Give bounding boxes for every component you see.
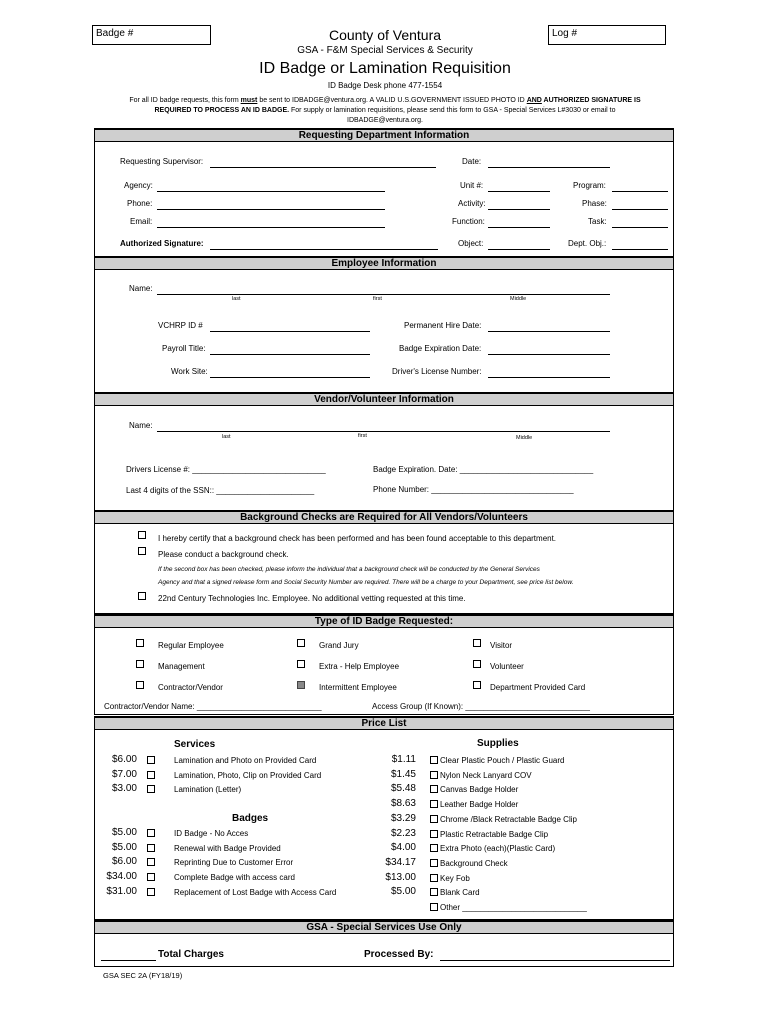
program-line[interactable]	[612, 191, 668, 192]
supply-item-price: $5.48	[390, 783, 416, 795]
supply-item-label: Leather Badge Holder	[440, 800, 519, 810]
vendor-name-field[interactable]: Contractor/Vendor Name: ____________________________	[104, 702, 322, 711]
supply-item-checkbox[interactable]	[430, 859, 438, 867]
service-item-label: Lamination (Letter)	[174, 785, 242, 795]
badge-desk-phone: ID Badge Desk phone 477-1554	[327, 81, 443, 90]
log-number-field[interactable]	[548, 25, 666, 45]
phone-label: Phone:	[127, 199, 153, 208]
supply-item-checkbox[interactable]	[430, 888, 438, 896]
hire-date-line[interactable]	[488, 331, 610, 332]
object-label: Object:	[458, 239, 484, 248]
access-group-field[interactable]: Access Group (If Known): ____________________________	[372, 702, 590, 711]
supply-item-label: Other ____________________________	[440, 903, 587, 912]
task-line[interactable]	[612, 227, 668, 228]
regular-employee-checkbox[interactable]	[136, 639, 144, 647]
volunteer-checkbox[interactable]	[473, 660, 481, 668]
badge-item-checkbox[interactable]	[147, 829, 155, 837]
supply-item-checkbox[interactable]	[430, 874, 438, 882]
supply-item-label: Chrome /Black Retractable Badge Clip	[440, 814, 577, 824]
activity-label: Activity:	[458, 199, 486, 208]
supply-item-price: $5.00	[390, 886, 416, 898]
phone-line[interactable]	[157, 209, 385, 210]
service-item-price: $6.00	[111, 754, 137, 765]
signature-label: Authorized Signature:	[120, 239, 204, 248]
badge-number-label: Badge #	[96, 28, 134, 39]
service-item-price: $7.00	[111, 768, 137, 780]
badge-item-checkbox[interactable]	[147, 888, 155, 896]
date-label: Date:	[462, 157, 482, 166]
visitor-checkbox[interactable]	[473, 639, 481, 647]
conduct-text: Please conduct a background check.	[158, 550, 289, 559]
vchrp-label: VCHRP ID #	[158, 321, 203, 330]
management-checkbox[interactable]	[136, 660, 144, 668]
employee-name-line[interactable]	[157, 294, 610, 295]
service-item-label: Lamination and Photo on Provided Card	[174, 756, 317, 765]
employee-last-caption: last	[232, 296, 241, 302]
badge-item-checkbox[interactable]	[147, 858, 155, 866]
signature-line[interactable]	[210, 249, 438, 250]
vendor-expiration-field[interactable]: Badge Expiration. Date: ______________________________	[373, 465, 594, 474]
email-line[interactable]	[157, 227, 385, 228]
grand-jury-checkbox[interactable]	[297, 639, 305, 647]
vendor-middle-caption: Middle	[516, 435, 533, 441]
worksite-line[interactable]	[210, 377, 370, 378]
phase-line[interactable]	[612, 209, 668, 210]
vendor-license-field[interactable]: Drivers License #: ______________________________	[126, 465, 326, 474]
function-label: Function:	[452, 217, 485, 226]
badge-item-price: $34.00	[106, 871, 137, 883]
expiration-label: Badge Expiration Date:	[399, 344, 482, 353]
supply-item-price: $1.45	[390, 768, 416, 780]
service-item-label: Lamination, Photo, Clip on Provided Card	[174, 770, 322, 780]
supervisor-label: Requesting Supervisor:	[120, 157, 204, 166]
object-line[interactable]	[488, 249, 550, 250]
supply-item-checkbox[interactable]	[430, 815, 438, 823]
function-line[interactable]	[488, 227, 550, 228]
badges-heading: Badges	[232, 813, 269, 824]
vendor-last-caption: last	[222, 434, 231, 440]
supplies-heading: Supplies	[477, 738, 519, 749]
dept-obj-label: Dept. Obj.:	[568, 239, 607, 248]
vchrp-line[interactable]	[210, 331, 370, 332]
badge-item-label: Reprinting Due to Customer Error	[174, 858, 294, 868]
date-line[interactable]	[488, 167, 610, 168]
intermittent-label: Intermittent Employee	[319, 683, 397, 692]
supply-item-label: Clear Plastic Pouch / Plastic Guard	[440, 756, 565, 765]
supply-item-checkbox[interactable]	[430, 800, 438, 808]
requesting-heading: Requesting Department Information	[94, 129, 674, 142]
services-heading: Services	[174, 739, 216, 750]
log-number-label: Log #	[552, 28, 578, 39]
service-item-checkbox[interactable]	[147, 771, 155, 779]
supply-item-price: $13.00	[385, 871, 416, 883]
regular-employee-label: Regular Employee	[158, 641, 224, 650]
service-item-price: $3.00	[111, 783, 137, 795]
supply-item-label: Plastic Retractable Badge Clip	[440, 829, 549, 839]
requesting-section	[94, 128, 674, 257]
supply-item-price: $8.63	[390, 798, 416, 810]
volunteer-label: Volunteer	[490, 662, 524, 671]
badge-type-heading: Type of ID Badge Requested:	[94, 615, 674, 628]
program-label: Program:	[573, 181, 606, 190]
employee-heading: Employee Information	[94, 257, 674, 270]
badge-item-price: $5.00	[111, 827, 137, 838]
processed-by-label: Processed By:	[364, 949, 434, 960]
task-label: Task:	[588, 217, 607, 226]
activity-line[interactable]	[488, 209, 550, 210]
price-list-heading: Price List	[94, 717, 674, 730]
contractor-label: Contractor/Vendor	[158, 683, 223, 692]
total-charges-label: Total Charges	[158, 949, 224, 960]
badge-item-label: Complete Badge with access card	[174, 873, 295, 883]
supply-item-checkbox[interactable]	[430, 844, 438, 852]
supply-item-checkbox[interactable]	[430, 903, 438, 911]
phase-label: Phase:	[582, 199, 607, 208]
certify-checkbox[interactable]	[138, 531, 146, 539]
payroll-label: Payroll Title:	[162, 344, 206, 353]
badge-item-checkbox[interactable]	[147, 873, 155, 881]
supply-item-price: $3.29	[390, 812, 416, 824]
supply-item-label: Key Fob	[440, 873, 470, 883]
badge-item-price: $6.00	[111, 856, 137, 868]
background-note-1: If the second box has been checked, please inform the individual that a background check will be conducted by the General Services	[158, 566, 540, 573]
hire-date-label: Permanent Hire Date:	[404, 321, 482, 330]
supply-item-price: $4.00	[390, 842, 416, 854]
certify-text: I hereby certify that a background check has been performed and has been found acceptable to this department.	[158, 534, 557, 543]
supply-item-price: $1.11	[391, 754, 416, 765]
supply-item-label: Background Check	[440, 858, 508, 868]
grand-jury-label: Grand Jury	[319, 641, 359, 650]
agency-label: Agency:	[124, 181, 153, 190]
visitor-label: Visitor	[490, 641, 513, 650]
extra-help-checkbox[interactable]	[297, 660, 305, 668]
vendor-phone-field[interactable]: Phone Number: ________________________________	[373, 485, 574, 494]
dept-obj-line[interactable]	[612, 249, 668, 250]
supply-item-label: Nylon Neck Lanyard COV	[440, 770, 532, 780]
supply-item-label: Blank Card	[440, 888, 480, 898]
employee-name-label: Name:	[129, 284, 153, 293]
unit-line[interactable]	[488, 191, 550, 192]
badge-item-label: Renewal with Badge Provided	[174, 843, 281, 853]
agency-line[interactable]	[157, 191, 385, 192]
supply-item-checkbox[interactable]	[430, 771, 438, 779]
license-label: Driver's License Number:	[392, 367, 482, 376]
supply-item-price: $34.17	[385, 856, 416, 868]
worksite-label: Work Site:	[171, 367, 208, 376]
intermittent-checkbox[interactable]	[297, 681, 305, 689]
badge-item-price: $5.00	[111, 841, 137, 853]
badge-item-price: $31.00	[106, 885, 137, 897]
badge-item-label: ID Badge - No Acces	[174, 829, 249, 838]
license-line[interactable]	[488, 377, 610, 378]
county-name: County of Ventura	[328, 27, 442, 43]
supply-item-label: Canvas Badge Holder	[440, 785, 519, 795]
expiration-line[interactable]	[488, 354, 610, 355]
email-label: Email:	[130, 217, 153, 226]
dept-provided-label: Department Provided Card	[490, 683, 586, 692]
supply-item-price: $2.23	[390, 827, 416, 839]
century-text: 22nd Century Technologies Inc. Employee. No additional vetting requested at this time.	[158, 594, 466, 603]
form-id: GSA SEC 2A (FY18/19)	[103, 971, 183, 980]
office-use-heading: GSA - Special Services Use Only	[94, 921, 674, 934]
form-title: ID Badge or Lamination Requisition	[259, 60, 511, 77]
total-charges-line[interactable]	[101, 960, 156, 961]
dept-provided-checkbox[interactable]	[473, 681, 481, 689]
employee-middle-caption: Middle	[510, 296, 527, 302]
vendor-ssn-field[interactable]: Last 4 digits of the SSN:: ______________________	[126, 486, 315, 495]
vendor-first-caption: first	[358, 433, 367, 439]
supply-item-checkbox[interactable]	[430, 830, 438, 838]
service-item-checkbox[interactable]	[147, 756, 155, 764]
vendor-name-label: Name:	[129, 421, 153, 430]
vendor-heading: Vendor/Volunteer Information	[94, 393, 674, 406]
extra-help-label: Extra - Help Employee	[319, 662, 400, 671]
badge-item-label: Replacement of Lost Badge with Access Card	[174, 887, 337, 897]
background-heading: Background Checks are Required for All Vendors/Volunteers	[94, 511, 674, 524]
employee-first-caption: first	[373, 296, 382, 302]
management-label: Management	[158, 662, 205, 671]
service-item-checkbox[interactable]	[147, 785, 155, 793]
supervisor-line[interactable]	[210, 167, 436, 168]
department-name: GSA - F&M Special Services & Security	[297, 45, 473, 56]
payroll-line[interactable]	[210, 354, 370, 355]
processed-by-line[interactable]	[440, 960, 670, 961]
badge-item-checkbox[interactable]	[147, 844, 155, 852]
submission-notice: For all ID badge requests, this form must be sent to IDBADGE@ventura.org. A VALID U.S.GOVERNMENT ISSUED PHOTO ID AND AUTHORIZED SIGNATURE IS REQUIRED TO PROCESS AN ID BADGE. For supply or lamination requisitions, please send this form to GSA - Special Services L#3030 or email to IDBADGE@ventura.org.	[129, 97, 641, 124]
background-note-2: Agency and that a signed release form and Social Security Number are required. There will be a charge to your Department, see price list below.	[158, 579, 574, 586]
supply-item-checkbox[interactable]	[430, 756, 438, 764]
supply-item-checkbox[interactable]	[430, 785, 438, 793]
unit-label: Unit #:	[460, 181, 484, 190]
conduct-checkbox[interactable]	[138, 547, 146, 555]
century-checkbox[interactable]	[138, 592, 146, 600]
supply-item-label: Extra Photo (each)(Plastic Card)	[440, 844, 556, 854]
badge-number-field[interactable]	[92, 25, 211, 45]
contractor-checkbox[interactable]	[136, 681, 144, 689]
